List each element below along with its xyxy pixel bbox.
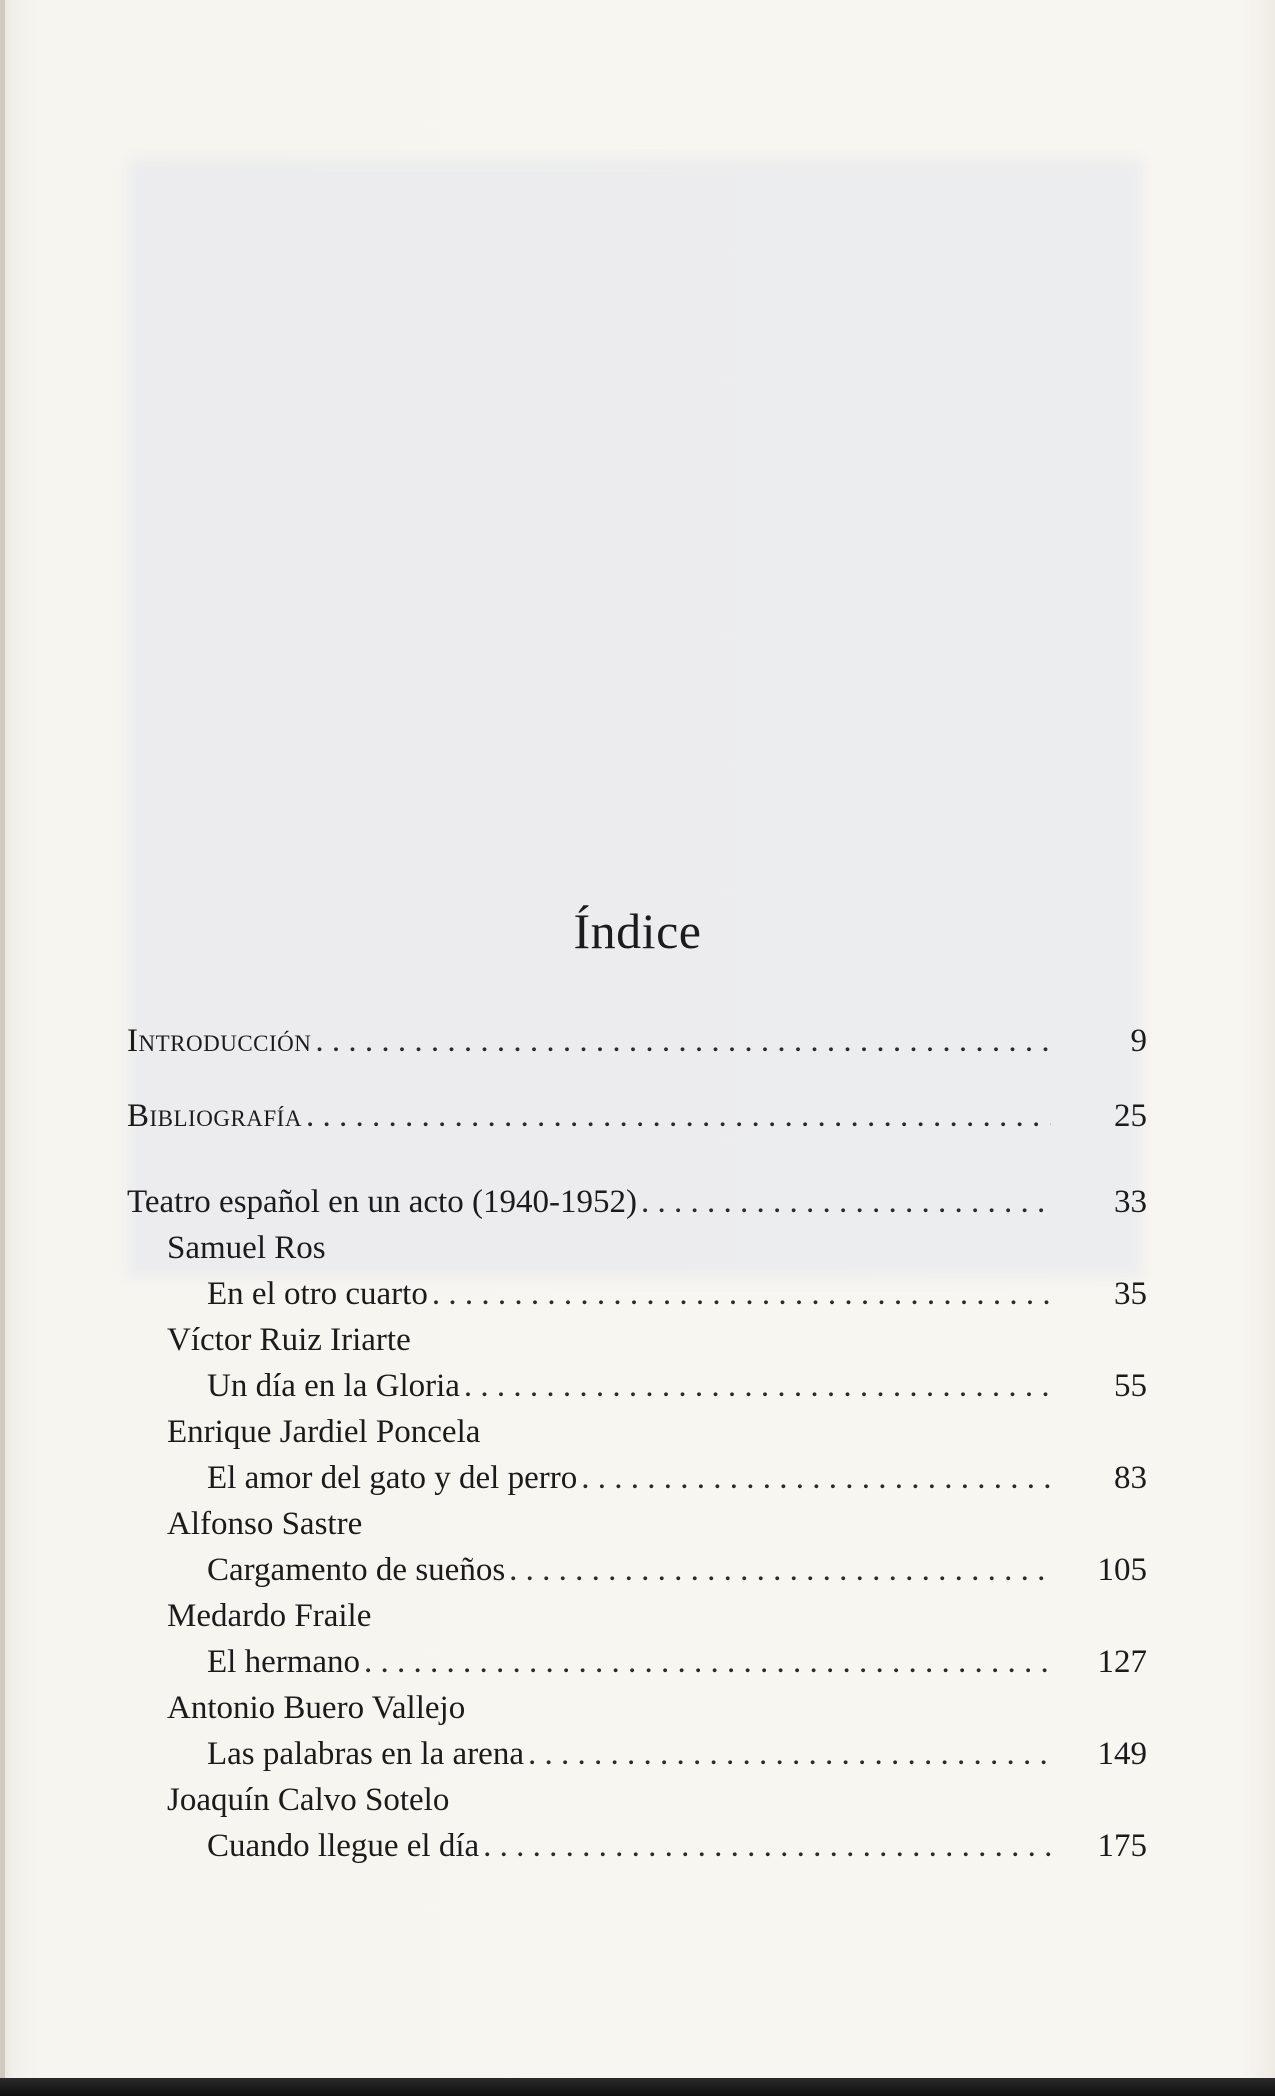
toc-author: Enrique Jardiel Poncela — [167, 1414, 481, 1450]
dot-leader — [483, 1823, 1051, 1869]
dot-leader — [581, 1455, 1051, 1501]
toc-entry-label: Cargamento de sueños — [207, 1552, 506, 1588]
dot-leader — [641, 1179, 1051, 1225]
dot-leader — [432, 1271, 1051, 1317]
toc-entry-label: Teatro español en un acto (1940-1952) — [127, 1184, 637, 1220]
table-of-contents — [127, 1018, 1147, 1869]
page-title: Índice — [573, 902, 702, 959]
dot-leader — [509, 1547, 1051, 1593]
toc-page-number: 149 — [1097, 1736, 1147, 1772]
toc-entry-work[interactable] — [127, 1639, 1147, 1685]
toc-entry-section[interactable] — [127, 1179, 1147, 1225]
toc-entry-bibliography[interactable] — [127, 1093, 1147, 1139]
toc-page-number: 35 — [1114, 1276, 1147, 1312]
toc-entry-label: En el otro cuarto — [207, 1276, 428, 1312]
dot-leader — [364, 1639, 1051, 1685]
toc-entry-label: El amor del gato y del perro — [207, 1460, 578, 1496]
toc-page-number: 9 — [1130, 1023, 1147, 1059]
toc-entry-label: Un día en la Gloria — [207, 1368, 460, 1404]
toc-entry-label: Cuando llegue el día — [207, 1828, 480, 1864]
toc-entry-work[interactable] — [127, 1731, 1147, 1777]
toc-page-number: 127 — [1097, 1644, 1147, 1680]
toc-author: Joaquín Calvo Sotelo — [167, 1782, 450, 1818]
toc-entry-introduction[interactable] — [127, 1018, 1147, 1064]
toc-author: Antonio Buero Vallejo — [167, 1690, 466, 1726]
toc-entry-label: Las palabras en la arena — [207, 1736, 524, 1772]
scan-bottom-border — [0, 2078, 1275, 2096]
toc-page-number: 33 — [1114, 1184, 1147, 1220]
toc-entry-label: El hermano — [207, 1644, 361, 1680]
toc-entry-label: Introducción — [127, 1023, 312, 1059]
toc-author: Alfonso Sastre — [167, 1506, 363, 1542]
toc-entry-label: Bibliografía — [127, 1098, 302, 1134]
toc-page-number: 55 — [1114, 1368, 1147, 1404]
toc-page-number: 175 — [1097, 1828, 1147, 1864]
toc-entry-work[interactable] — [127, 1823, 1147, 1869]
toc-page-number: 25 — [1114, 1098, 1147, 1134]
toc-entry-work[interactable] — [127, 1363, 1147, 1409]
page-edge — [0, 0, 5, 2096]
dot-leader — [306, 1093, 1051, 1139]
toc-author: Medardo Fraile — [167, 1598, 372, 1634]
toc-entry-work[interactable] — [127, 1271, 1147, 1317]
toc-author: Víctor Ruiz Iriarte — [167, 1322, 411, 1358]
dot-leader — [315, 1018, 1051, 1064]
toc-entry-work[interactable] — [127, 1455, 1147, 1501]
spacer — [127, 1139, 1147, 1179]
dot-leader — [528, 1731, 1051, 1777]
dot-leader — [464, 1363, 1051, 1409]
toc-page-number: 83 — [1114, 1460, 1147, 1496]
toc-entry-work[interactable] — [127, 1547, 1147, 1593]
toc-page-number: 105 — [1097, 1552, 1147, 1588]
spacer — [127, 1064, 1147, 1093]
toc-author: Samuel Ros — [167, 1230, 326, 1266]
